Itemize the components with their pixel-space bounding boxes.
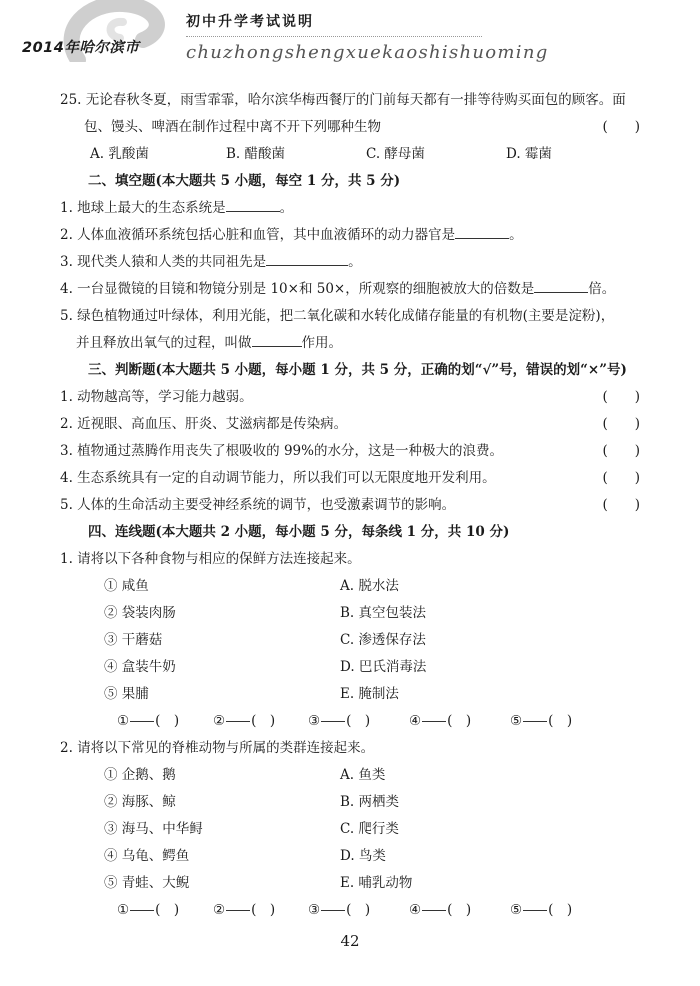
match-q1-answer-2 <box>213 709 275 729</box>
fill-heading: 二、填空题(本大题共 5 小题，每空 1 分，共 5 分) <box>88 173 401 189</box>
match-q1-right-a: A. 脱水法 <box>340 578 399 594</box>
match-q2-right-c: C. 爬行类 <box>340 821 399 837</box>
match-q1-answer-1 <box>117 709 179 729</box>
match-q1-answer-1-paren[interactable]: ( ) <box>155 713 180 729</box>
match-q2-answer-1-line <box>130 910 154 911</box>
fill-q5-text: 并且释放出氧气的过程，叫做 <box>76 335 252 351</box>
match-q2-answer-3-line <box>321 910 345 911</box>
match-q1-answer-5-label: ⑤ <box>510 713 523 729</box>
match-q2-left-2: ② 海豚、鲸 <box>104 794 176 810</box>
match-q2-answer-4 <box>409 898 471 918</box>
match-q2-left-5: ⑤ 青蛙、大鲵 <box>104 875 190 891</box>
judge-item-2: 2. 近视眼、高血压、肝炎、艾滋病都是传染病。 <box>60 416 348 432</box>
judge-item-4: 4. 生态系统具有一定的自动调节能力，所以我们可以无限度地开发利用。 <box>60 470 496 486</box>
fill-q3 <box>60 250 362 270</box>
match-q1-left-1: ① 咸鱼 <box>104 578 149 594</box>
match-q2-answer-5 <box>510 898 572 918</box>
match-q1-right-d: D. 巴氏消毒法 <box>340 659 427 675</box>
match-q1-answer-1-label: ① <box>117 713 130 729</box>
fill-q4-end: 倍。 <box>588 281 616 297</box>
fill-q2-end: 。 <box>509 227 523 243</box>
fill-q5-line1: 5. 绿色植物通过叶绿体，利用光能，把二氧化碳和水转化成储存能量的有机物(主要是淀粉)， <box>60 308 615 324</box>
fill-q1-text: 1. 地球上最大的生态系统是 <box>60 200 226 216</box>
q25-option-d: D. 霉菌 <box>506 146 552 162</box>
fill-q3-end: 。 <box>348 254 362 270</box>
match-q2-right-a: A. 鱼类 <box>340 767 386 783</box>
match-q1-answer-3 <box>308 709 370 729</box>
match-q2-answer-3-paren[interactable]: ( ) <box>346 902 371 918</box>
match-q1-prompt: 1. 请将以下各种食物与相应的保鲜方法连接起来。 <box>60 551 361 567</box>
match-q2-answer-3-label: ③ <box>308 902 321 918</box>
match-q2-answer-2 <box>213 898 275 918</box>
q25-line2: 包、馒头、啤酒在制作过程中离不开下列哪种生物 <box>84 119 381 135</box>
judge-heading: 三、判断题(本大题共 5 小题，每小题 1 分，共 5 分，正确的划“√”号，错误的划“×”号) <box>88 362 627 378</box>
fill-q1-end: 。 <box>279 200 294 216</box>
fill-q1-blank[interactable] <box>226 199 280 212</box>
fill-q4-text: 4. 一台显微镜的目镜和物镜分别是 10×和 50×，所观察的细胞被放大的倍数是 <box>60 281 535 297</box>
match-q2-answer-3 <box>308 898 370 918</box>
match-q1-answer-1-line <box>130 721 154 722</box>
match-q2-answer-4-line <box>422 910 446 911</box>
fill-q4-blank[interactable] <box>534 280 588 293</box>
match-q2-left-3: ③ 海马、中华鲟 <box>104 821 203 837</box>
match-q1-right-b: B. 真空包装法 <box>340 605 427 621</box>
fill-q1 <box>60 196 293 216</box>
match-q1-answer-2-paren[interactable]: ( ) <box>251 713 276 729</box>
fill-q3-text: 3. 现代类人猿和人类的共同祖先是 <box>60 254 267 270</box>
match-q2-answer-4-paren[interactable]: ( ) <box>447 902 472 918</box>
q25-option-b: B. 醋酸菌 <box>226 146 286 162</box>
header-title: 初中升学考试说明 <box>186 14 314 30</box>
fill-q4 <box>60 277 615 297</box>
match-q2-right-d: D. 鸟类 <box>340 848 386 864</box>
fill-q3-blank[interactable] <box>266 253 348 266</box>
header-pinyin: chuzhongshengxuekaoshishuoming <box>186 42 549 63</box>
match-q2-answer-5-label: ⑤ <box>510 902 523 918</box>
fill-q2-blank[interactable] <box>455 226 509 239</box>
fill-q2 <box>60 223 523 243</box>
fill-q2-text: 2. 人体血液循环系统包括心脏和血管，其中血液循环的动力器官是 <box>60 227 456 243</box>
match-q1-answer-3-line <box>321 721 345 722</box>
match-q1-answer-2-line <box>226 721 250 722</box>
match-q1-answer-4-label: ④ <box>409 713 422 729</box>
fill-q5-line2 <box>76 331 342 351</box>
fill-q5-end: 作用。 <box>301 335 342 351</box>
match-q2-answer-1 <box>117 898 179 918</box>
match-q2-answer-2-paren[interactable]: ( ) <box>251 902 276 918</box>
header-city: 2014年哈尔滨市 <box>22 40 140 56</box>
match-q2-left-4: ④ 乌龟、鳄鱼 <box>104 848 190 864</box>
q25-line1: 25. 无论春秋冬夏，雨雪霏霏，哈尔滨华梅西餐厅的门前每天都有一排等待购买面包的顾客。面 <box>60 92 626 108</box>
judge-item-3: 3. 植物通过蒸腾作用丧失了根吸收的 99%的水分，这是一种极大的浪费。 <box>60 443 503 459</box>
match-q1-answer-5-paren[interactable]: ( ) <box>548 713 573 729</box>
match-q1-answer-5 <box>510 709 572 729</box>
judge-item-2-paren[interactable]: ( ) <box>602 416 640 432</box>
header-divider <box>186 36 482 37</box>
match-q2-right-b: B. 两栖类 <box>340 794 400 810</box>
match-q1-left-2: ② 袋装肉肠 <box>104 605 176 621</box>
fill-q5-blank[interactable] <box>252 334 302 347</box>
page-number: 42 <box>340 932 360 950</box>
judge-item-1-paren[interactable]: ( ) <box>602 389 640 405</box>
match-q2-prompt: 2. 请将以下常见的脊椎动物与所属的类群连接起来。 <box>60 740 375 756</box>
match-q2-answer-5-paren[interactable]: ( ) <box>548 902 573 918</box>
match-q1-answer-4-paren[interactable]: ( ) <box>447 713 472 729</box>
match-q2-answer-5-line <box>523 910 547 911</box>
match-q2-answer-4-label: ④ <box>409 902 422 918</box>
match-q1-left-3: ③ 干蘑菇 <box>104 632 163 648</box>
judge-item-5-paren[interactable]: ( ) <box>602 497 640 513</box>
match-q1-answer-5-line <box>523 721 547 722</box>
match-q2-answer-2-label: ② <box>213 902 226 918</box>
q25-answer-paren[interactable]: ( ) <box>602 119 640 135</box>
match-q2-answer-1-label: ① <box>117 902 130 918</box>
match-q2-right-e: E. 哺乳动物 <box>340 875 413 891</box>
judge-item-5: 5. 人体的生命活动主要受神经系统的调节，也受激素调节的影响。 <box>60 497 456 513</box>
match-q1-left-5: ⑤ 果脯 <box>104 686 149 702</box>
match-q1-left-4: ④ 盒装牛奶 <box>104 659 176 675</box>
judge-item-3-paren[interactable]: ( ) <box>602 443 640 459</box>
judge-item-1: 1. 动物越高等，学习能力越弱。 <box>60 389 253 405</box>
match-q1-answer-4-line <box>422 721 446 722</box>
q25-option-c: C. 酵母菌 <box>366 146 425 162</box>
match-q2-answer-2-line <box>226 910 250 911</box>
match-q1-answer-3-label: ③ <box>308 713 321 729</box>
match-q2-left-1: ① 企鹅、鹅 <box>104 767 176 783</box>
match-q1-answer-4 <box>409 709 471 729</box>
match-q1-answer-3-paren[interactable]: ( ) <box>346 713 371 729</box>
match-q1-right-e: E. 腌制法 <box>340 686 399 702</box>
judge-item-4-paren[interactable]: ( ) <box>602 470 640 486</box>
match-q1-right-c: C. 渗透保存法 <box>340 632 426 648</box>
match-heading: 四、连线题(本大题共 2 小题，每小题 5 分，每条线 1 分，共 10 分) <box>88 524 510 540</box>
match-q2-answer-1-paren[interactable]: ( ) <box>155 902 180 918</box>
q25-option-a: A. 乳酸菌 <box>90 146 149 162</box>
match-q1-answer-2-label: ② <box>213 713 226 729</box>
